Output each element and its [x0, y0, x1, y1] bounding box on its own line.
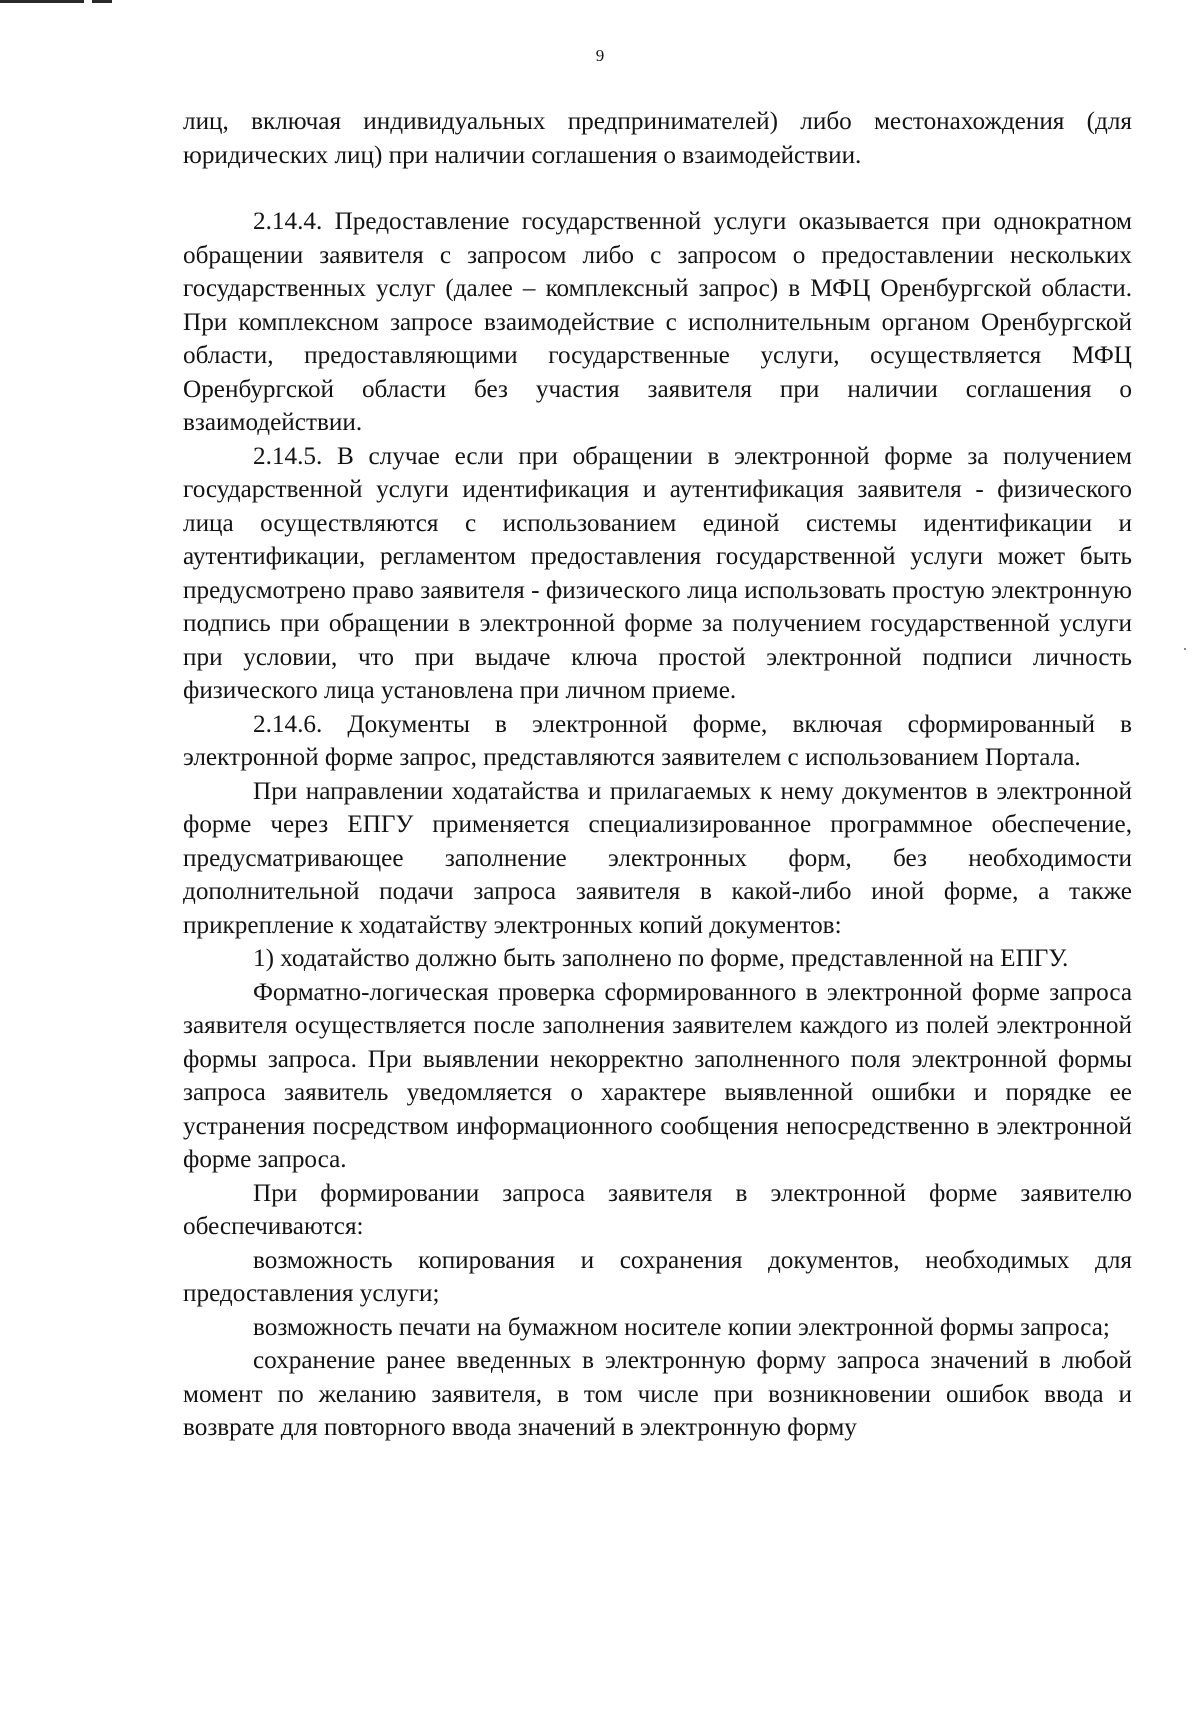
paragraph-epgu-submission: При направлении ходатайства и прилагаемых к нему документов в электронной форме через ЕПГУ применяется специализированное программное обеспечение, предусматривающее заполнение электронных форм, без необходимости дополнительной подачи запроса заявителя в какой-либо иной форме, а также прикрепление к ходатайству электронных копий документов: [183, 777, 1132, 939]
scan-speck [1184, 648, 1186, 650]
list-item-printing: возможность печати на бумажном носителе копии электронной формы запроса; [253, 1313, 1110, 1341]
scan-edge-mark [0, 0, 84, 3]
paragraph-2-14-6: 2.14.6. Документы в электронной форме, включая сформированный в электронной форме запрос, представляются заявителем с использованием Портала. [183, 710, 1132, 771]
paragraph-2-14-5: 2.14.5. В случае если при обращении в электронной форме за получением государственной услуги идентификация и аутентификация заявителя - физического лица осуществляются с использованием единой системы идентификации и аутентификации, регламентом предоставления государственной услуги может быть предусмотрено право заявителя - физического лица использовать простую электронную подпись при обращении в электронной форме за получением государственной услуги при условии, что при выдаче ключа простой электронной подписи личность физического лица установлена при личном приеме. [183, 442, 1132, 704]
document-body [183, 105, 1132, 1445]
paragraph-2-14-4: 2.14.4. Предоставление государственной услуги оказывается при однократном обращении заявителя с запросом либо с запросом о предоставлении нескольких государственных услуг (далее – комплексный запрос) в МФЦ Оренбургской области. При комплексном запросе взаимодействие с исполнительным органом Оренбургской области, предоставляющими государственные услуги, осуществляется МФЦ Оренбургской области без участия заявителя при наличии соглашения о взаимодействии. [183, 208, 1132, 436]
paragraph-continuation: лиц, включая индивидуальных предпринимателей) либо местонахождения (для юридических лиц) при наличии соглашения о взаимодействии. [183, 108, 1132, 169]
paragraph-item-1: 1) ходатайство должно быть заполнено по форме, представленной на ЕПГУ. [253, 945, 1069, 972]
paragraph-format-check: Форматно-логическая проверка сформированного в электронной форме запроса заявителя осуществляется после заполнения заявителем каждого из полей электронной формы запроса. При выявлении некорректно заполненного поля электронной формы запроса заявитель уведомляется о характере выявленной ошибки и порядке ее устранения посредством информационного сообщения непосредственно в электронной форме запроса. [183, 978, 1132, 1173]
scan-edge-mark [92, 0, 112, 3]
paragraph-provided-features: При формировании запроса заявителя в электронной форме заявителю обеспечиваются: [183, 1179, 1132, 1240]
page-number: 9 [595, 46, 605, 65]
list-item-saving: сохранение ранее введенных в электронную форму запроса значений в любой момент по желанию заявителя, в том числе при возникновении ошибок ввода и возврате для повторного ввода значений в электронную форму [183, 1347, 1132, 1441]
list-item-copying: возможность копирования и сохранения документов, необходимых для предоставления услуги; [183, 1246, 1132, 1307]
